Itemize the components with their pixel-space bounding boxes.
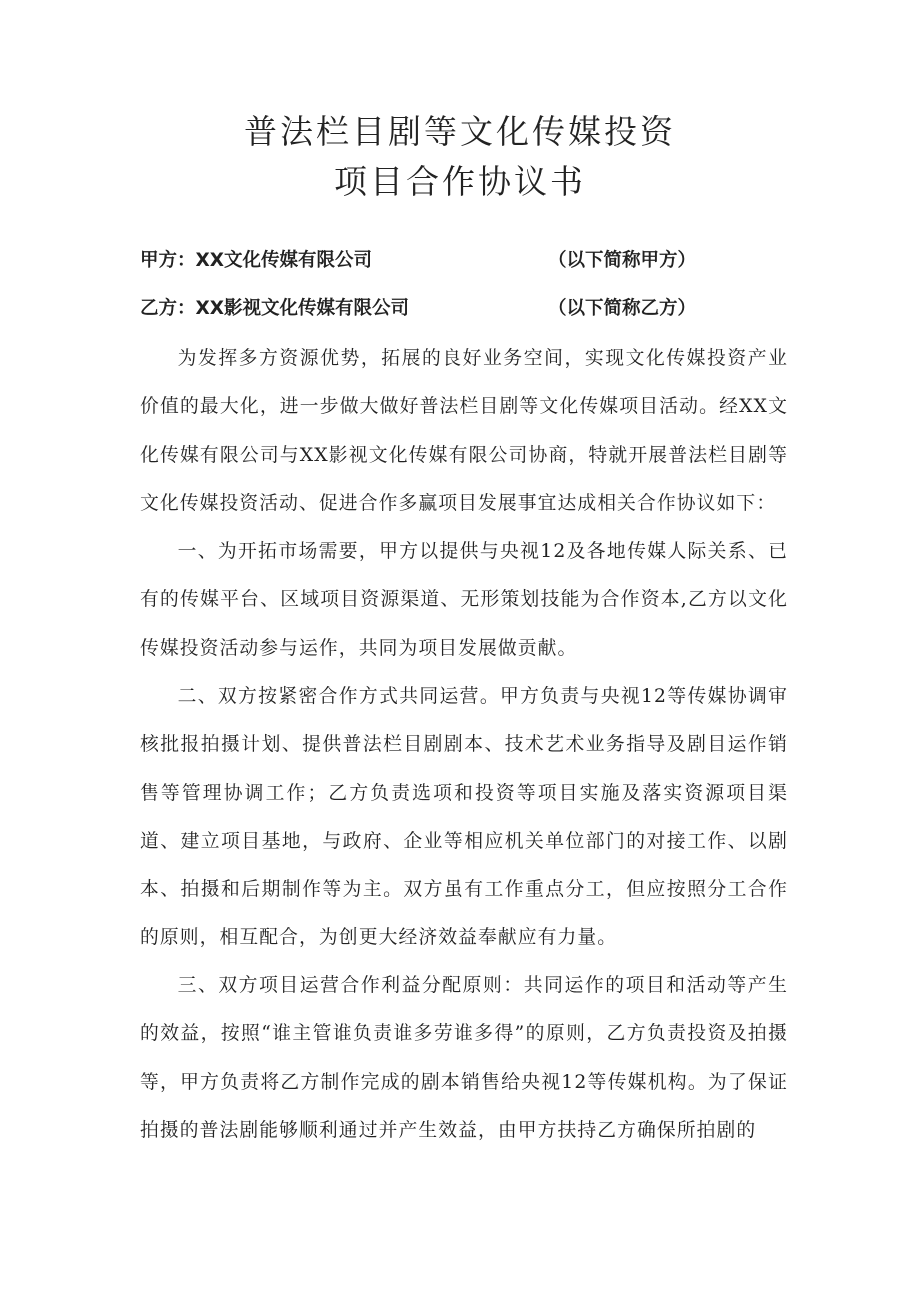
party-a-line <box>140 246 780 276</box>
clause-2-paragraph: 二、双方按紧密合作方式共同运营。甲方负责与央视12等传媒协调审核批报拍摄计划、提供普法栏目剧剧本、技术艺术业务指导及剧目运作销售等管理协调工作；乙方负责选项和投资等项目实施及落实资源项目渠道、建立项目基地，与政府、企业等相应机关单位部门的对接工作、以剧本、拍摄和后期制作等为主。双方虽有工作重点分工，但应按照分工合作的原则，相互配合，为创更大经济效益奉献应有力量。 <box>140 686 788 949</box>
document-title-line-1: 普法栏目剧等文化传媒投资 <box>244 112 676 151</box>
party-b-short-name: （以下简称乙方） <box>548 298 697 319</box>
document-title-line-2: 项目合作协议书 <box>334 162 586 201</box>
party-b-name: 乙方：XX影视文化传媒有限公司 <box>140 298 410 319</box>
party-b-line <box>140 294 780 324</box>
preamble-paragraph: 为发挥多方资源优势，拓展的良好业务空间，实现文化传媒投资产业价值的最大化，进一步做大做好普法栏目剧等文化传媒项目活动。经XX文化传媒有限公司与XX影视文化传媒有限公司协商，特就开展普法栏目剧等文化传媒投资活动、促进合作多赢项目发展事宜达成相关合作协议如下： <box>140 348 788 514</box>
party-a-short-name: （以下简称甲方） <box>548 250 697 271</box>
clause-3-paragraph: 三、双方项目运营合作利益分配原则：共同运作的项目和活动等产生的效益，按照“谁主管谁负责谁多劳谁多得”的原则，乙方负责投资及拍摄等，甲方负责将乙方制作完成的剧本销售给央视12等传媒机构。为了保证拍摄的普法剧能够顺利通过并产生效益，由甲方扶持乙方确保所拍剧的 <box>140 975 788 1141</box>
party-a-name: 甲方：XX文化传媒有限公司 <box>140 250 373 271</box>
clause-1-paragraph: 一、为开拓市场需要，甲方以提供与央视12及各地传媒人际关系、已有的传媒平台、区域项目资源渠道、无形策划技能为合作资本,乙方以文化传媒投资活动参与运作，共同为项目发展做贡献。 <box>140 541 788 659</box>
